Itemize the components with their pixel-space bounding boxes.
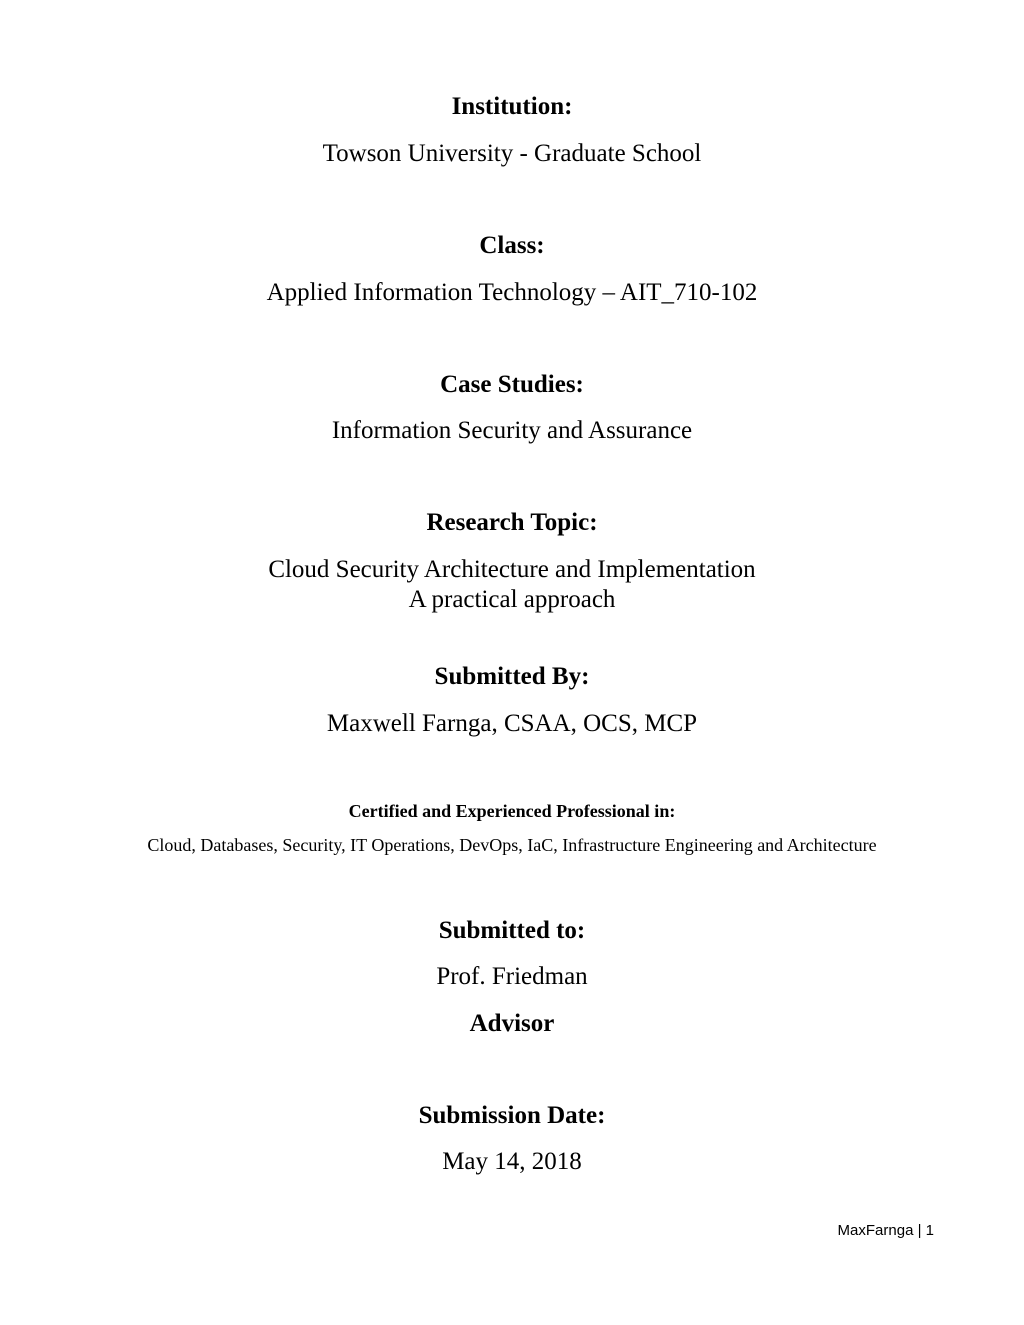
research-topic-line2: A practical approach bbox=[408, 586, 616, 613]
institution-value: Towson University - Graduate School bbox=[322, 140, 702, 167]
submitted-by-label: Submitted By: bbox=[434, 663, 590, 690]
class-value: Applied Information Technology – AIT_710-102 bbox=[266, 279, 758, 306]
case-studies-value: Information Security and Assurance bbox=[331, 417, 693, 444]
class-label: Class: bbox=[479, 232, 545, 259]
institution-label: Institution: bbox=[451, 93, 573, 120]
submitted-by-value: Maxwell Farnga, CSAA, OCS, MCP bbox=[326, 710, 698, 737]
research-topic-label: Research Topic: bbox=[426, 509, 598, 536]
page-footer: MaxFarnga | 1 bbox=[837, 1222, 934, 1239]
submission-date-label: Submission Date: bbox=[418, 1102, 606, 1129]
submitted-to-role: Advisor bbox=[469, 1010, 555, 1037]
research-topic-line1: Cloud Security Architecture and Implementation bbox=[268, 556, 756, 583]
submission-date-value: May 14, 2018 bbox=[442, 1148, 582, 1175]
certified-value: Cloud, Databases, Security, IT Operations, DevOps, IaC, Infrastructure Engineering and Architecture bbox=[147, 835, 877, 855]
case-studies-label: Case Studies: bbox=[440, 371, 584, 398]
submitted-to-label: Submitted to: bbox=[438, 917, 586, 944]
certified-label: Certified and Experienced Professional in: bbox=[348, 801, 676, 821]
submitted-to-name: Prof. Friedman bbox=[436, 963, 588, 990]
